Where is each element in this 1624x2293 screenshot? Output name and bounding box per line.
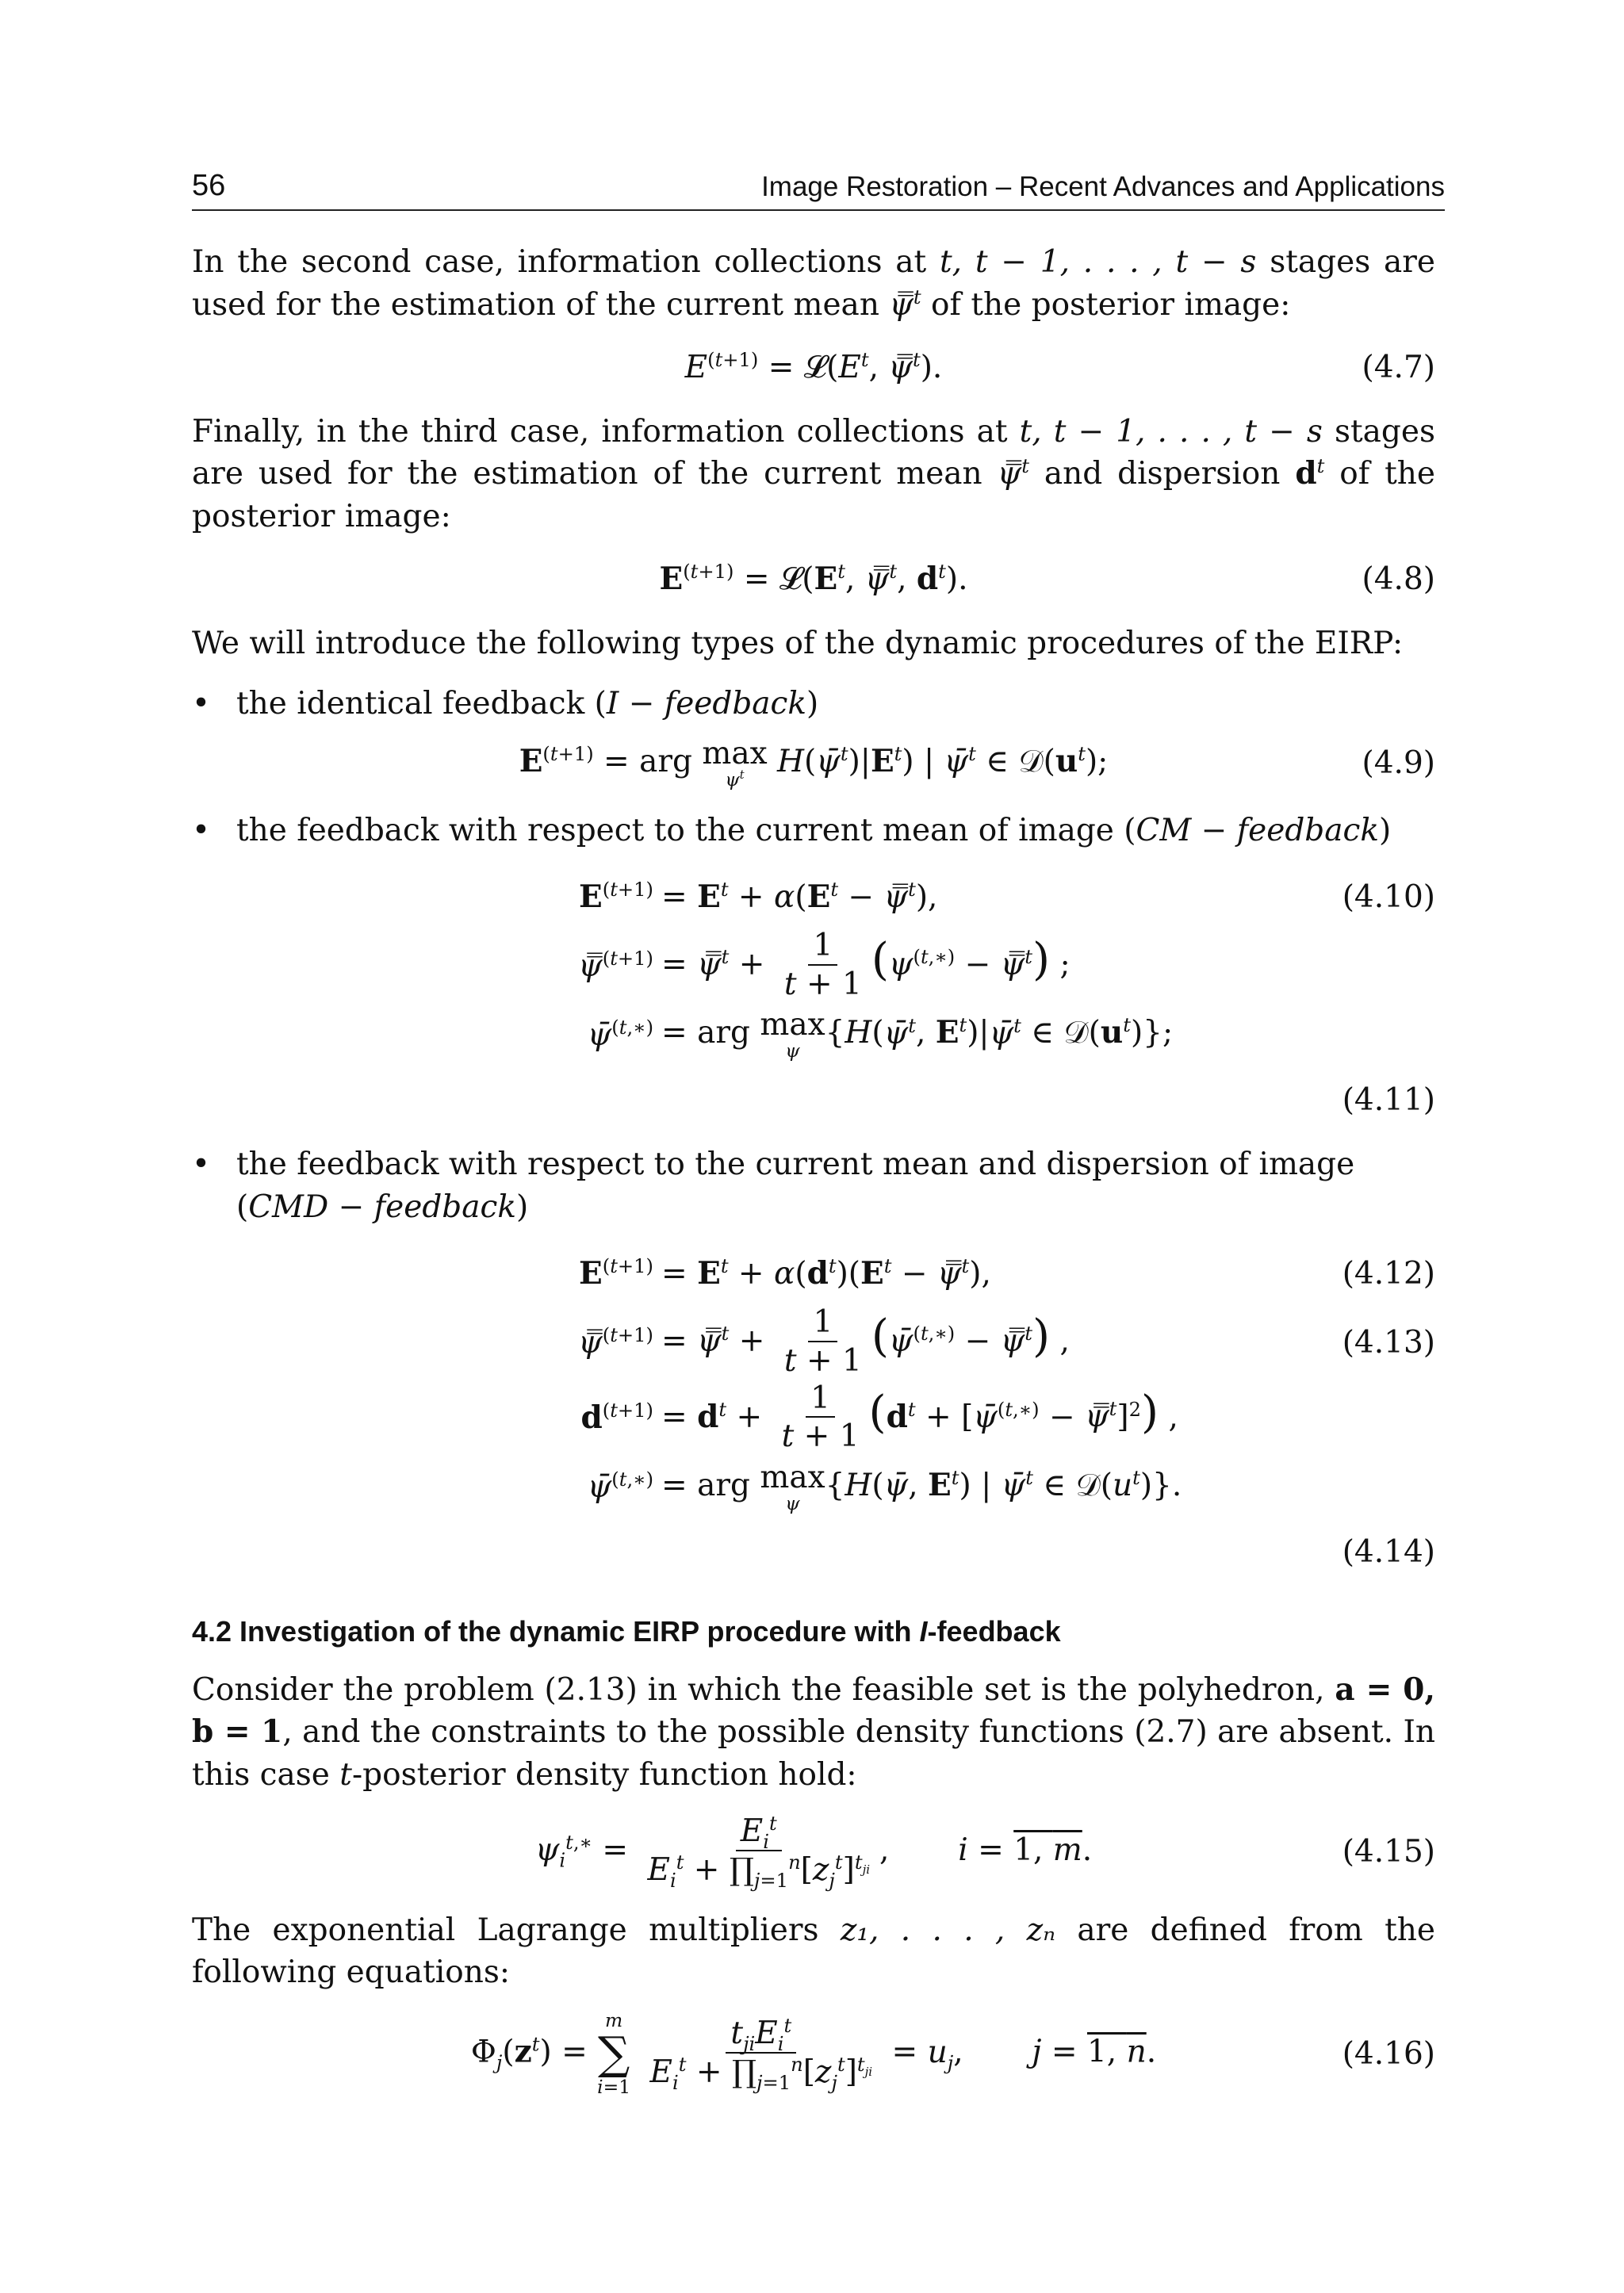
list-item-cm-feedback: • the feedback with respect to the current mean of image (CM − feedback): [192, 810, 1435, 852]
equation-number: (4.12): [1342, 1256, 1435, 1292]
equation-number: (4.16): [1342, 2036, 1435, 2073]
paragraph-second-case: In the second case, information collections at t, t − 1, . . . , t − s stages are used for the estimation of the current mean ψ̿$^t$ of the posterior image:: [192, 244, 1435, 323]
bullet-icon: •: [192, 685, 211, 722]
equation-number: (4.8): [1362, 561, 1435, 598]
bullet-icon: •: [192, 813, 211, 849]
page-number: 56: [192, 169, 226, 202]
equation-number: (4.13): [1342, 1324, 1435, 1361]
equation-number: (4.7): [1362, 349, 1435, 385]
section-heading: 4.2 Investigation of the dynamic EIRP procedure with I-feedback: [192, 1614, 1061, 1648]
running-title: Image Restoration – Recent Advances and Applications: [761, 171, 1445, 203]
equation-4-9: $E^{(t+1)}$ = arg max $\psi^t$ $H(\psī^t)|E^t$) | ψ̄$^t$ ∈ $𝒟(u^t)$; (4.9): [519, 735, 1435, 790]
equation-number: (4.10): [1342, 879, 1435, 915]
bullet-icon: •: [192, 1146, 211, 1183]
equation-4-16: $\Phi_j(z^t)$ = m ∑ i=1 $\frac{t_{ji}E_i^t}{E_i^t + \prod_{j=1}^n[z_j^t]^{t_{ji}}}$ = $u_j$, j = 1, n. (4.16): [470, 2009, 1435, 2099]
paragraph-third-case: Finally, in the third case, information collections at t, t − 1, . . . , t − s stages are used for the estimation of the current mean ψ̿$^t$ and dispersion $d^t$ of the posterior image:: [192, 413, 1435, 535]
paragraph-procedures-intro: We will introduce the following types of the dynamic procedures of the EIRP:: [192, 626, 1404, 662]
page-content: [192, 241, 1435, 2116]
equations-4-12-4-14: $E^{(t+1)}$ = $E^t + \alpha(d^t)(E^t$ − ψ̿$^t$), (4.12) ψ̿$^{(t+1)}$ = ψ̿$^t$ + $\frac{1}{t + 1}$ (ψ̄$^{(t,∗)}$ − ψ̿$^t$) , (4.13) $d^{(t+1)}$ = $d^t$ + $\frac{1}{t + 1}$ ($d^t$ + [ψ̄$^{(t,∗)}$ − ψ̿$^t$]$^2$) , ψ̄$^{(t,∗)}$ = arg max ψ {H(ψ̄, $E^t$) | ψ̄$^t$ ∈ $𝒟(u^t)$}.: [192, 1243, 1435, 1518]
list-item-cmd-feedback: • the feedback with respect to the current mean and dispersion of image (CMD − feedback): [192, 1143, 1435, 1229]
paragraph-lagrange: The exponential Lagrange multipliers z₁, . . . , zₙ are defined from the following equations:: [192, 1912, 1435, 1991]
equation-number: (4.14): [1342, 1534, 1435, 1571]
equations-4-10-4-11: $E^{(t+1)}$ = $E^t + \alpha(E^t$ − ψ̿$^t$), (4.10) ψ̿$^{(t+1)}$ = ψ̿$^t$ + $\frac{1}{t + 1}$ ($\psi^{(t,∗)}$ − ψ̿$^t$) ; ψ̄$^{(t,∗)}$ = arg max ψ {H(ψ̄$^t$, $E^t)|\psī^t$ ∈ $𝒟(u^t)$};: [192, 867, 1435, 1066]
paragraph-problem: Consider the problem (2.13) in which the feasible set is the polyhedron, a = 0, b = 1, and the constraints to the possible density functions (2.7) are absent. In this case t-posterior density function hold:: [192, 1671, 1435, 1793]
equation-number: (4.15): [1342, 1833, 1435, 1870]
equation-4-15: $\psi_i^{t,∗}$ = $\frac{E_i^t}{E_i^t + \prod_{j=1}^n[z_j^t]^{t_{ji}}}$ , i = 1, m. (4.15): [534, 1813, 1435, 1892]
equation-4-7: $E^{(t+1)}$ = $𝓛(E^t$, ψ̿$^t$). (4.7): [192, 344, 1435, 392]
list-item-i-feedback: • the identical feedback (I − feedback): [192, 683, 1435, 725]
equation-number: (4.9): [1362, 745, 1435, 781]
running-head: [192, 165, 1445, 211]
equation-number: (4.11): [1342, 1081, 1435, 1118]
equation-4-8: $E^{(t+1)}$ = $𝓛(E^t$, ψ̿$^t$, $d^t$). (4.8): [192, 556, 1435, 603]
